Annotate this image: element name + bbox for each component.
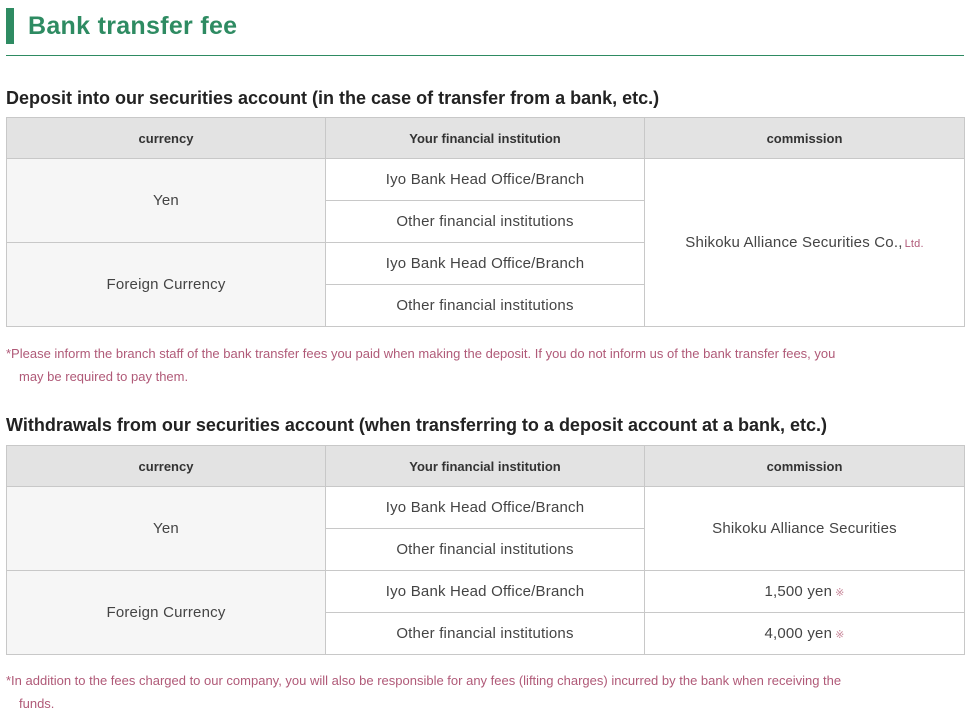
header-commission: commission <box>645 118 965 159</box>
institution-cell: Iyo Bank Head Office/Branch <box>326 159 645 201</box>
commission-cell <box>645 159 965 327</box>
commission-amount: 4,000 yen <box>764 625 833 642</box>
institution-cell: Iyo Bank Head Office/Branch <box>326 487 645 529</box>
withdrawal-note-line1: *In addition to the fees charged to our company, you will also be responsible for any fees (lifting charges) incurred by the bank when receiving the <box>6 673 842 688</box>
header-currency: currency <box>7 118 326 159</box>
institution-cell: Iyo Bank Head Office/Branch <box>326 243 645 285</box>
currency-cell: Yen <box>7 487 326 571</box>
currency-cell: Yen <box>7 159 326 243</box>
withdrawal-note-line2: funds. <box>19 696 55 711</box>
withdrawal-fee-table <box>6 445 965 655</box>
header-commission: commission <box>645 446 965 487</box>
commission-amount: 1,500 yen <box>764 583 833 600</box>
deposit-note-line2: may be required to pay them. <box>19 369 189 384</box>
deposit-note-line1: *Please inform the branch staff of the bank transfer fees you paid when making the deposit. If you do not inform us of the bank transfer fees, you <box>6 346 836 361</box>
institution-cell: Other financial institutions <box>326 529 645 571</box>
table-row <box>7 571 965 613</box>
deposit-fee-table <box>6 117 965 327</box>
table-row <box>7 159 965 201</box>
commission-cell: Shikoku Alliance Securities <box>645 487 965 571</box>
currency-cell: Foreign Currency <box>7 571 326 655</box>
table-header-row <box>7 118 965 159</box>
institution-cell: Other financial institutions <box>326 613 645 655</box>
institution-cell: Other financial institutions <box>326 285 645 327</box>
deposit-section-title: Deposit into our securities account (in the case of transfer from a bank, etc.) <box>6 88 660 108</box>
table-header-row <box>7 446 965 487</box>
table-row <box>7 487 965 529</box>
withdrawal-section-title: Withdrawals from our securities account (when transferring to a deposit account at a bank, etc.) <box>6 415 827 435</box>
header-institution: Your financial institution <box>326 118 645 159</box>
page-heading <box>6 8 964 56</box>
commission-main: Shikoku Alliance Securities Co., <box>685 234 903 251</box>
institution-cell: Iyo Bank Head Office/Branch <box>326 571 645 613</box>
institution-cell: Other financial institutions <box>326 201 645 243</box>
header-currency: currency <box>7 446 326 487</box>
withdrawal-note <box>6 669 956 715</box>
commission-suffix: Ltd. <box>904 238 924 250</box>
note-mark: ※ <box>835 629 845 641</box>
currency-cell: Foreign Currency <box>7 243 326 327</box>
commission-cell <box>645 571 965 613</box>
page-title: Bank transfer fee <box>28 12 238 40</box>
note-mark: ※ <box>835 587 845 599</box>
deposit-note <box>6 342 956 388</box>
header-institution: Your financial institution <box>326 446 645 487</box>
heading-accent-bar <box>6 8 14 44</box>
commission-cell <box>645 613 965 655</box>
